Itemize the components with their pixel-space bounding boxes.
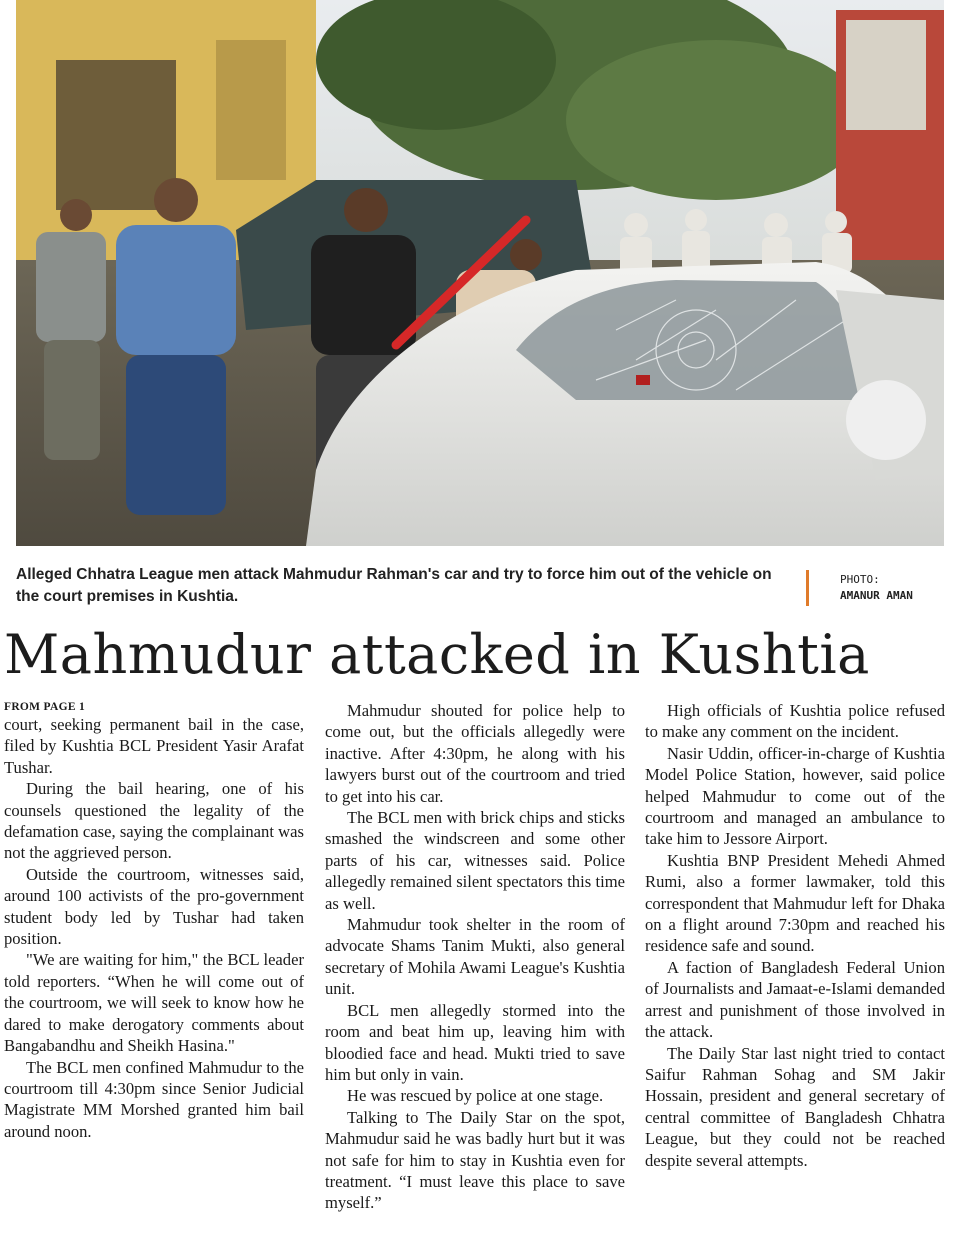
article-paragraph: Kushtia BNP President Mehedi Ahmed Rumi, also a former lawmaker, told this correspondent that Mahmudur left for Dhaka on a flight around 7:30pm and reached his residence safe and sound. [645, 850, 945, 956]
photo-caption: Alleged Chhatra League men attack Mahmudur Rahman's car and try to force him out of the vehicle on the court premises in Kushtia. [16, 566, 772, 605]
article-paragraph: The BCL men with brick chips and sticks smashed the windscreen and some other parts of his car, witnesses said. Police allegedly remained silent spectators this time as well. [325, 808, 625, 913]
article-paragraph: BCL men allegedly stormed into the room and beat him up, leaving him with bloodied face and head. Mukti tried to save him but only in vain. [325, 1000, 625, 1084]
article-paragraph: "We are waiting for him," the BCL leader told reporters. “When he will come out of the courtroom, we will seek to know how he dared to make derogatory comments about Bangabandhu and Sheikh Hasina." [4, 950, 304, 1056]
headline: Mahmudur attacked in Kushtia [4, 623, 870, 686]
article-paragraph: The Daily Star last night tried to contact Saifur Rahman Sohag and SM Jakir Hossain, president and general secretary of central committee of Bangladesh Chhatra League, but they could not be reached despite several attempts. [645, 1043, 945, 1170]
article-paragraph: court, seeking permanent bail in the case, filed by Kushtia BCL President Yasir Arafat Tushar. [4, 715, 304, 777]
article-column-1 [4, 700, 304, 1142]
article-paragraph: High officials of Kushtia police refused to make any comment on the incident. [645, 701, 945, 742]
article-paragraph: During the bail hearing, one of his counsels questioned the legality of the defamation case, saying the complainant was not the aggrieved person. [4, 779, 304, 863]
article-paragraph: Outside the courtroom, witnesses said, around 100 activists of the pro-government student body led by Tushar had taken position. [4, 864, 304, 949]
article-paragraph: Nasir Uddin, officer-in-charge of Kushtia Model Police Station, however, said police helped Mahmudur to come out of the courtroom and managed an ambulance to take him to Jessore Airport. [645, 743, 945, 849]
article-paragraph: Mahmudur took shelter in the room of advocate Shams Tanim Mukti, also general secretary of Mohila Awami League's Kushtia unit. [325, 915, 625, 999]
article-column-3 [645, 700, 945, 1171]
article-column-2 [325, 700, 625, 1214]
credit-divider [806, 570, 809, 606]
article-paragraph: A faction of Bangladesh Federal Union of Journalists and Jamaat-e-Islami demanded arrest and punishment of those involved in the attack. [645, 957, 945, 1042]
news-photo-icon [16, 0, 944, 546]
article-paragraph: Talking to The Daily Star on the spot, Mahmudur said he was badly hurt but it was not safe for him to stay in Kushtia even for treatment. “I must leave this place to save myself.” [325, 1107, 625, 1213]
photo-credit [840, 572, 913, 604]
article-paragraph: Mahmudur shouted for police help to come out, but the officials allegedly were inactive. After 4:30pm, he along with his lawyers burst out of the courtroom and tried to get into his car. [325, 701, 625, 806]
credit-label: PHOTO: [840, 573, 880, 586]
article-paragraph: He was rescued by police at one stage. [347, 1086, 604, 1106]
news-photo [16, 0, 944, 546]
article-paragraph: The BCL men confined Mahmudur to the courtroom till 4:30pm since Senior Judicial Magistrate MM Morshed granted him bail around noon. [4, 1057, 304, 1141]
credit-name: AMANUR AMAN [840, 589, 913, 602]
from-page-label: FROM PAGE 1 [4, 701, 86, 713]
